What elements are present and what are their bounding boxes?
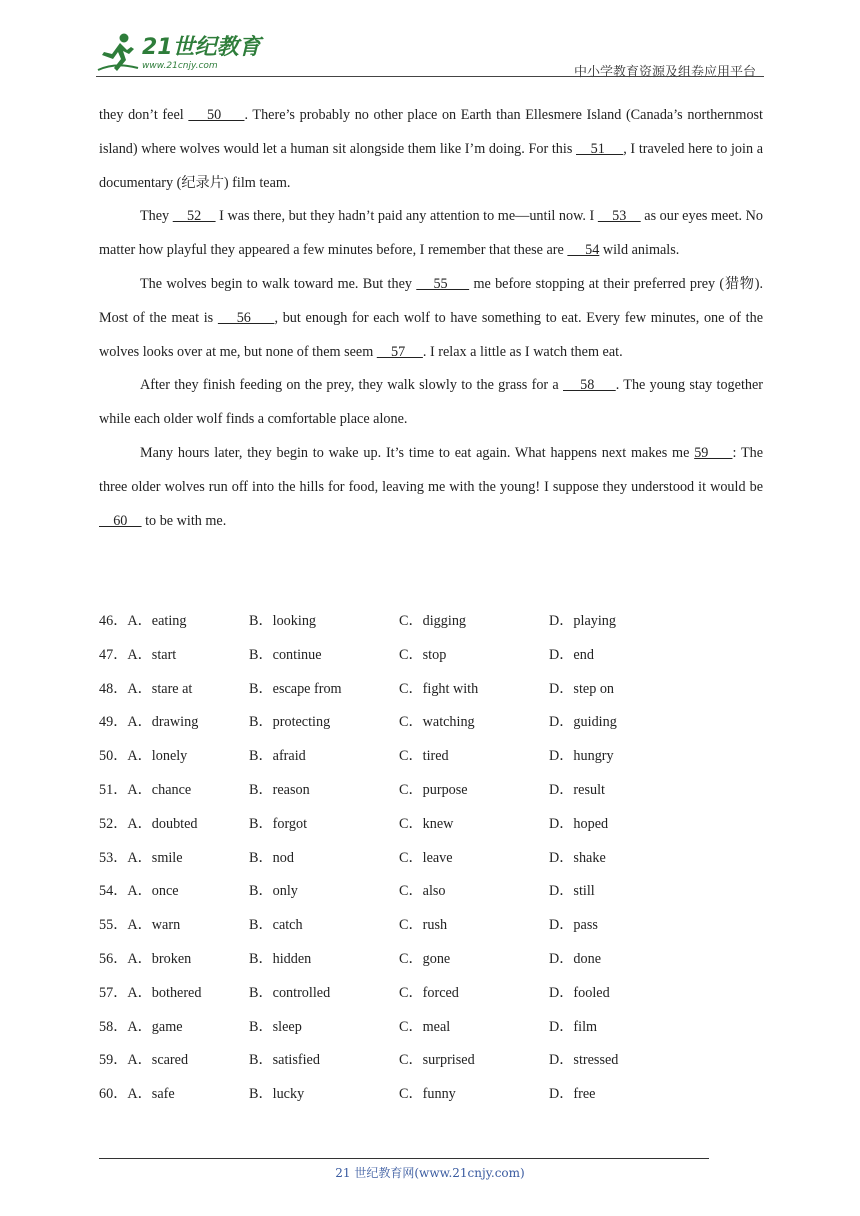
option-a: 51．A．chance [99, 781, 192, 798]
option-b: B．looking [249, 613, 317, 629]
option-c: C．tired [399, 748, 449, 765]
option-a: 52．A．doubted [99, 815, 198, 832]
answer-options [99, 605, 763, 1112]
option-c: C．meal [399, 1018, 451, 1035]
option-a: 47．A．start [99, 646, 177, 663]
option-b: B．forgot [249, 815, 308, 832]
option-d: D．film [549, 1018, 598, 1035]
passage-paragraph: After they finish feeding on the prey, they walk slowly to the grass for a 58 . The young stay together while each older wolf finds a comfortable place alone. [99, 377, 763, 428]
page-header [96, 30, 764, 78]
answer-blank: 54 [567, 242, 600, 259]
passage-paragraph: They 52 I was there, but they hadn’t paid any attention to me—until now. I 53 as our eyes meet. No matter how playful they appeared a few minutes before, I remember that these are 54 wild animals. [99, 208, 764, 259]
answer-blank: 59 [694, 444, 733, 461]
option-d: D．step on [549, 680, 615, 697]
footer-source: 21 世纪教育网(www.21cnjy.com) [335, 1166, 525, 1180]
option-a: 46．A．eating [99, 613, 187, 629]
option-c: C．leave [399, 849, 453, 866]
option-a: 58．A．game [99, 1018, 183, 1035]
question-options-row [99, 706, 763, 740]
option-c: C．funny [399, 1086, 456, 1103]
option-c: C．stop [399, 646, 447, 663]
option-c: C．watching [399, 714, 475, 731]
option-c: C．rush [399, 917, 448, 934]
question-options-row [99, 909, 763, 943]
question-options-row [99, 808, 763, 842]
question-options-row [99, 977, 763, 1011]
question-options-row [99, 774, 763, 808]
option-d: D．shake [549, 849, 606, 866]
question-options-row [99, 605, 763, 639]
answer-blank: 55 [416, 275, 470, 292]
running-figure-icon [96, 32, 140, 74]
option-a: 49．A．drawing [99, 714, 199, 731]
option-b: B．lucky [249, 1086, 305, 1103]
option-c: C．knew [399, 815, 454, 832]
option-b: B．controlled [249, 984, 331, 1001]
reading-passage [99, 99, 763, 538]
option-c: C．digging [399, 613, 467, 629]
option-d: D．hungry [549, 748, 614, 765]
option-a: 56．A．broken [99, 950, 192, 967]
option-c: C．forced [399, 984, 459, 1001]
option-c: C．gone [399, 950, 451, 967]
answer-blank: 52 [172, 208, 216, 225]
option-a: 57．A．bothered [99, 984, 202, 1001]
answer-blank: 53 [597, 208, 641, 225]
option-d: D．playing [549, 613, 616, 629]
option-a: 59．A．scared [99, 1052, 189, 1069]
question-options-row [99, 1078, 763, 1112]
option-a: 48．A．stare at [99, 680, 193, 697]
option-c: C．fight with [399, 680, 479, 697]
answer-blank: 50 [188, 107, 245, 123]
option-d: D．still [549, 883, 595, 900]
option-c: C．also [399, 883, 446, 900]
option-d: D．fooled [549, 984, 610, 1001]
answer-blank: 58 [563, 377, 616, 394]
passage-paragraph: Many hours later, they begin to wake up. It’s time to eat again. What happens next makes me 59 : The three older wolves run off into the hills for food, leaving me with the young! I suppose they understood it would be 60 to be with me. [99, 444, 764, 529]
question-options-row [99, 740, 763, 774]
header-divider [96, 76, 764, 77]
footer-divider [99, 1158, 709, 1159]
passage-paragraph: they don’t feel 50 . There’s probably no other place on Earth than Ellesmere Island (Canada’s northernmost island) where wolves would let a human sit alongside them like I’m doing. For this 51 , I traveled here to join a documentary (纪录片) film team. [99, 107, 763, 191]
answer-blank: 51 [576, 140, 624, 157]
option-b: B．only [249, 883, 298, 900]
option-a: 60．A．safe [99, 1086, 175, 1103]
option-b: B．reason [249, 781, 310, 798]
option-a: 50．A．lonely [99, 748, 188, 765]
option-a: 53．A．smile [99, 849, 183, 866]
option-d: D．pass [549, 917, 598, 934]
question-options-row [99, 1044, 763, 1078]
passage-paragraph: The wolves begin to walk toward me. But they 55 me before stopping at their preferred prey (猎物). Most of the meat is 56 , but enough for each wolf to have something to eat. Every few minutes, one of the wolves looks over at me, but none of them seem 57 . I relax a little as I watch them eat. [99, 275, 764, 360]
option-d: D．hoped [549, 815, 609, 832]
answer-blank: 57 [376, 343, 423, 360]
option-b: B．hidden [249, 950, 312, 967]
option-d: D．end [549, 646, 594, 663]
option-d: D．result [549, 781, 605, 798]
option-d: D．free [549, 1086, 596, 1103]
option-c: C．surprised [399, 1052, 475, 1069]
option-b: B．afraid [249, 748, 306, 765]
option-b: B．sleep [249, 1018, 302, 1035]
question-options-row [99, 639, 763, 673]
answer-blank: 56 [217, 309, 275, 326]
question-options-row [99, 1011, 763, 1045]
option-b: B．continue [249, 646, 322, 663]
option-d: D．guiding [549, 714, 617, 731]
option-a: 55．A．warn [99, 917, 181, 934]
question-options-row [99, 875, 763, 909]
question-options-row [99, 943, 763, 977]
site-logo [96, 32, 261, 74]
logo-text: 21世纪教育 [142, 34, 261, 60]
option-b: B．satisfied [249, 1052, 320, 1069]
option-b: B．escape from [249, 680, 342, 697]
option-b: B．catch [249, 917, 303, 934]
header-platform-name: 中小学教育资源及组卷应用平台 [573, 65, 756, 80]
option-d: D．stressed [549, 1052, 619, 1069]
question-options-row [99, 673, 763, 707]
logo-url: www.21cnjy.com [142, 60, 218, 71]
option-a: 54．A．once [99, 883, 179, 900]
option-c: C．purpose [399, 781, 468, 798]
option-b: B．nod [249, 849, 294, 866]
question-options-row [99, 842, 763, 876]
answer-blank: 60 [99, 512, 142, 529]
option-b: B．protecting [249, 714, 331, 731]
option-d: D．done [549, 950, 602, 967]
